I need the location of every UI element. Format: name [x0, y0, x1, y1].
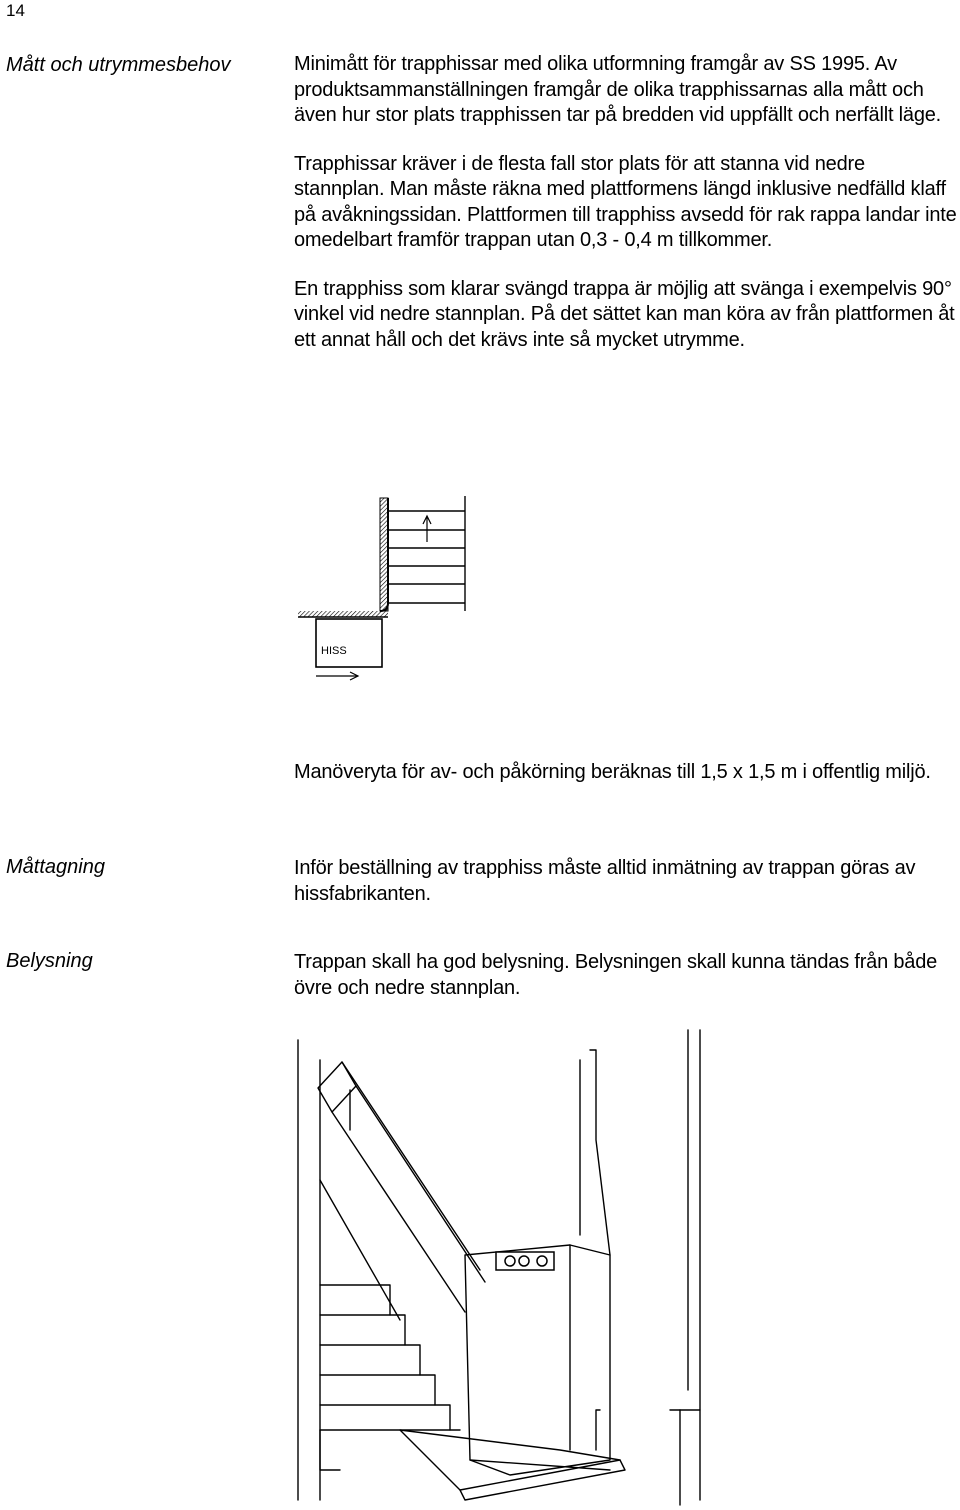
lift-platform	[316, 619, 382, 667]
paragraph-2: Trapphissar kräver i de flesta fall stor plats för att stanna vid nedre stannplan. Man måste räkna med plattformens längd inklusive nedfälld klaff på avåkningssidan. Plattformen till trapphiss avsedd för rak rappa landar inte omedelbart framför trappan utan 0,3 - 0,4 m tillkommer.	[294, 152, 957, 251]
heading-mattagning: Måttagning	[6, 856, 105, 878]
section-mattagning-text	[294, 856, 958, 907]
stair-stringer	[320, 1180, 400, 1470]
stair-treads	[388, 496, 465, 611]
page-number: 14	[6, 1, 25, 20]
heading-matt-och-utrymmesbehov: Mått och utrymmesbehov	[6, 54, 231, 76]
stair-plan-drawing	[290, 490, 480, 690]
drawing-caption	[294, 760, 958, 786]
section-matt-text	[294, 52, 958, 353]
paragraph-1: Minimått för trapphissar med olika utformning framgår av SS 1995. Av produktsammanställningen framgår de olika trapphissarnas alla mått och även hur stor plats trapphissen tar på bredden vid uppfällt och nerfällt läge.	[294, 53, 942, 126]
platform-ramp	[400, 1430, 625, 1500]
belysning-paragraph: Trappan skall ha god belysning. Belysningen skall kunna tändas från både övre och nedre stannplan.	[294, 951, 938, 999]
stair-steps	[320, 1285, 460, 1430]
hiss-label: HISS	[321, 645, 347, 657]
right-arrow-icon	[316, 672, 358, 680]
stair-rail	[318, 1062, 485, 1312]
caption-text: Manöveryta för av- och påkörning beräknas till 1,5 x 1,5 m i offentlig miljö.	[294, 761, 931, 783]
up-arrow-icon	[423, 516, 431, 542]
heading-belysning: Belysning	[6, 950, 93, 972]
side-bracket	[596, 1410, 600, 1450]
mattagning-paragraph: Inför beställning av trapphiss måste alltid inmätning av trappan göras av hissfabrikanten.	[294, 857, 916, 905]
buttons-icon	[496, 1252, 554, 1270]
stair-wall	[298, 498, 388, 617]
paragraph-3: En trapphiss som klarar svängd trappa är möjlig att svänga i exempelvis 90° vinkel vid nedre stannplan. På det sättet kan man köra av från plattformen åt ett annat håll och det krävs inte så mycket utrymme.	[294, 277, 955, 351]
stairlift-illustration	[280, 1030, 720, 1508]
section-belysning-text	[294, 950, 958, 1001]
